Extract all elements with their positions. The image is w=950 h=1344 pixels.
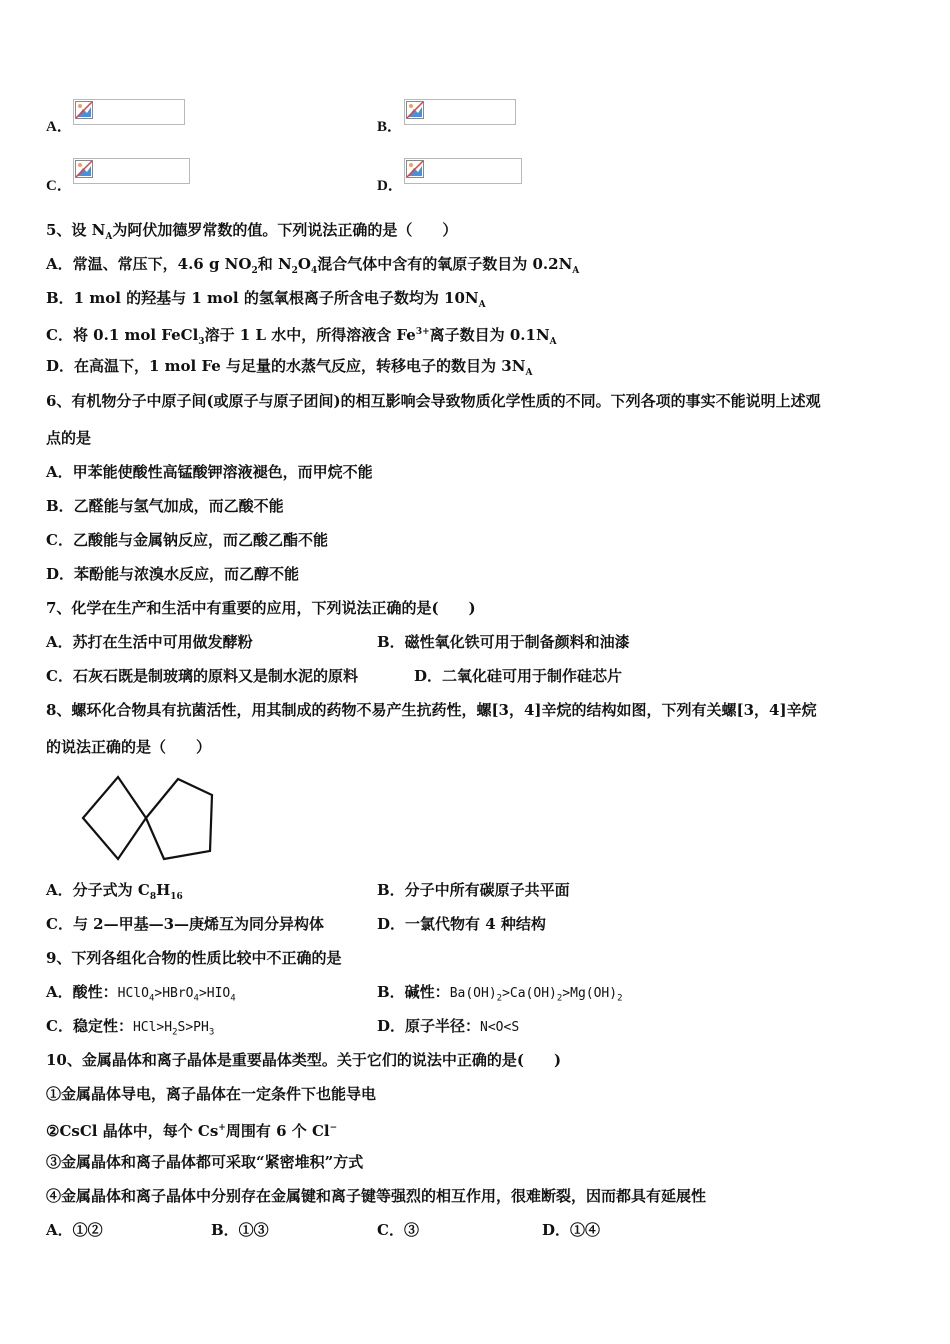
- q4-option-c-label: C．: [46, 178, 72, 194]
- spiro-octane-structure: [78, 773, 218, 865]
- q8-stem-line2: 的说法正确的是（ ）: [46, 738, 212, 756]
- q10-option-b: B．①③: [211, 1221, 269, 1239]
- q4-option-c-image: [73, 158, 190, 184]
- q5-option-d: D．在高温下，1 mol Fe 与足量的水蒸气反应，转移电子的数目为 $3N_A$: [46, 357, 533, 378]
- q9-option-d: D．原子半径：N<O<S: [377, 1017, 520, 1035]
- q6-option-d: D．苯酚能与浓溴水反应，而乙醇不能: [46, 565, 300, 583]
- q7-option-b: B．磁性氧化铁可用于制备颜料和油漆: [377, 633, 630, 651]
- q10-statement-3: ③金属晶体和离子晶体都可采取“紧密堆积”方式: [46, 1153, 364, 1171]
- q4-option-a-label: A．: [46, 119, 72, 135]
- broken-image-icon: [75, 160, 93, 178]
- q10-option-a: A．①②: [46, 1221, 103, 1239]
- q8-stem-line1: 8、螺环化合物具有抗菌活性，用其制成的药物不易产生抗药性，螺[3，4]辛烷的结构如图，下列有关螺[3，4]辛烷: [46, 701, 817, 719]
- q5-option-b: B．1 mol 的羟基与 1 mol 的氢氧根离子所含电子数均为 $10N_A$: [46, 289, 486, 310]
- q10-statement-2: ②CsCl 晶体中，每个 Cs+周围有 6 个 Cl−: [46, 1122, 338, 1140]
- q4-option-a-image: [73, 99, 185, 125]
- q6-option-b: B．乙醛能与氢气加成，而乙酸不能: [46, 497, 284, 515]
- q8-option-b: B．分子中所有碳原子共平面: [377, 881, 570, 899]
- q8-option-c: C．与 2—甲基—3—庚烯互为同分异构体: [46, 915, 325, 933]
- q7-option-d: D．二氧化硅可用于制作硅芯片: [414, 667, 623, 685]
- q10-stem: 10、金属晶体和离子晶体是重要晶体类型。关于它们的说法中正确的是( ): [46, 1051, 562, 1069]
- q6-option-c: C．乙酸能与金属钠反应，而乙酸乙酯不能: [46, 531, 328, 549]
- broken-image-icon: [406, 160, 424, 178]
- q9-option-c: C．稳定性：$HCl>H_2S>PH_3$: [46, 1017, 215, 1038]
- broken-image-icon: [406, 101, 424, 119]
- q9-option-b: B．碱性：$Ba(OH)_2>Ca(OH)_2>Mg(OH)_2$: [377, 983, 623, 1004]
- q6-stem-line1: 6、有机物分子中原子间(或原子与原子团间)的相互影响会导致物质化学性质的不同。下列各项的事实不能说明上述观: [46, 392, 821, 410]
- q10-statement-4: ④金属晶体和离子晶体中分别存在金属键和离子键等强烈的相互作用，很难断裂，因而都具有延展性: [46, 1187, 707, 1205]
- q10-statement-1: ①金属晶体导电，离子晶体在一定条件下也能导电: [46, 1085, 377, 1103]
- q8-option-d: D．一氯代物有 4 种结构: [377, 915, 546, 933]
- q10-option-d: D．①④: [542, 1221, 601, 1239]
- q10-option-c: C．③: [377, 1221, 419, 1239]
- q8-option-a: A．分子式为 $C_8H_{16}$: [46, 881, 183, 902]
- q7-stem: 7、化学在生产和生活中有重要的应用，下列说法正确的是( ): [46, 599, 476, 617]
- q5-option-c: C．将 0.1 mol FeCl$_3$溶于 1 L 水中，所得溶液含 $Fe^{3+}$离子数目为 $0.1N_A$: [46, 326, 557, 347]
- q5-option-a: A．常温、常压下，4.6 g $NO_2$和 $N_2O_4$混合气体中含有的氧原子数目为 $0.2N_A$: [46, 255, 580, 276]
- q6-option-a: A．甲苯能使酸性高锰酸钾溶液褪色，而甲烷不能: [46, 463, 373, 481]
- q9-stem: 9、下列各组化合物的性质比较中不正确的是: [46, 949, 342, 967]
- q7-option-c: C．石灰石既是制玻璃的原料又是制水泥的原料: [46, 667, 358, 685]
- q4-option-b-label: B．: [377, 119, 403, 135]
- q4-option-d-image: [404, 158, 522, 184]
- q6-stem-line2: 点的是: [46, 429, 92, 447]
- q5-stem: 5、设 $N_A$为阿伏加德罗常数的值。下列说法正确的是（ ）: [46, 221, 458, 242]
- cyclopentane-ring: [146, 779, 212, 859]
- cyclobutane-ring: [83, 777, 146, 859]
- q4-option-d-label: D．: [377, 178, 403, 194]
- q9-option-a: A．酸性：$HClO_4>HBrO_4>HIO_4$: [46, 983, 236, 1004]
- q4-option-b-image: [404, 99, 516, 125]
- q7-option-a: A．苏打在生活中可用做发酵粉: [46, 633, 253, 651]
- broken-image-icon: [75, 101, 93, 119]
